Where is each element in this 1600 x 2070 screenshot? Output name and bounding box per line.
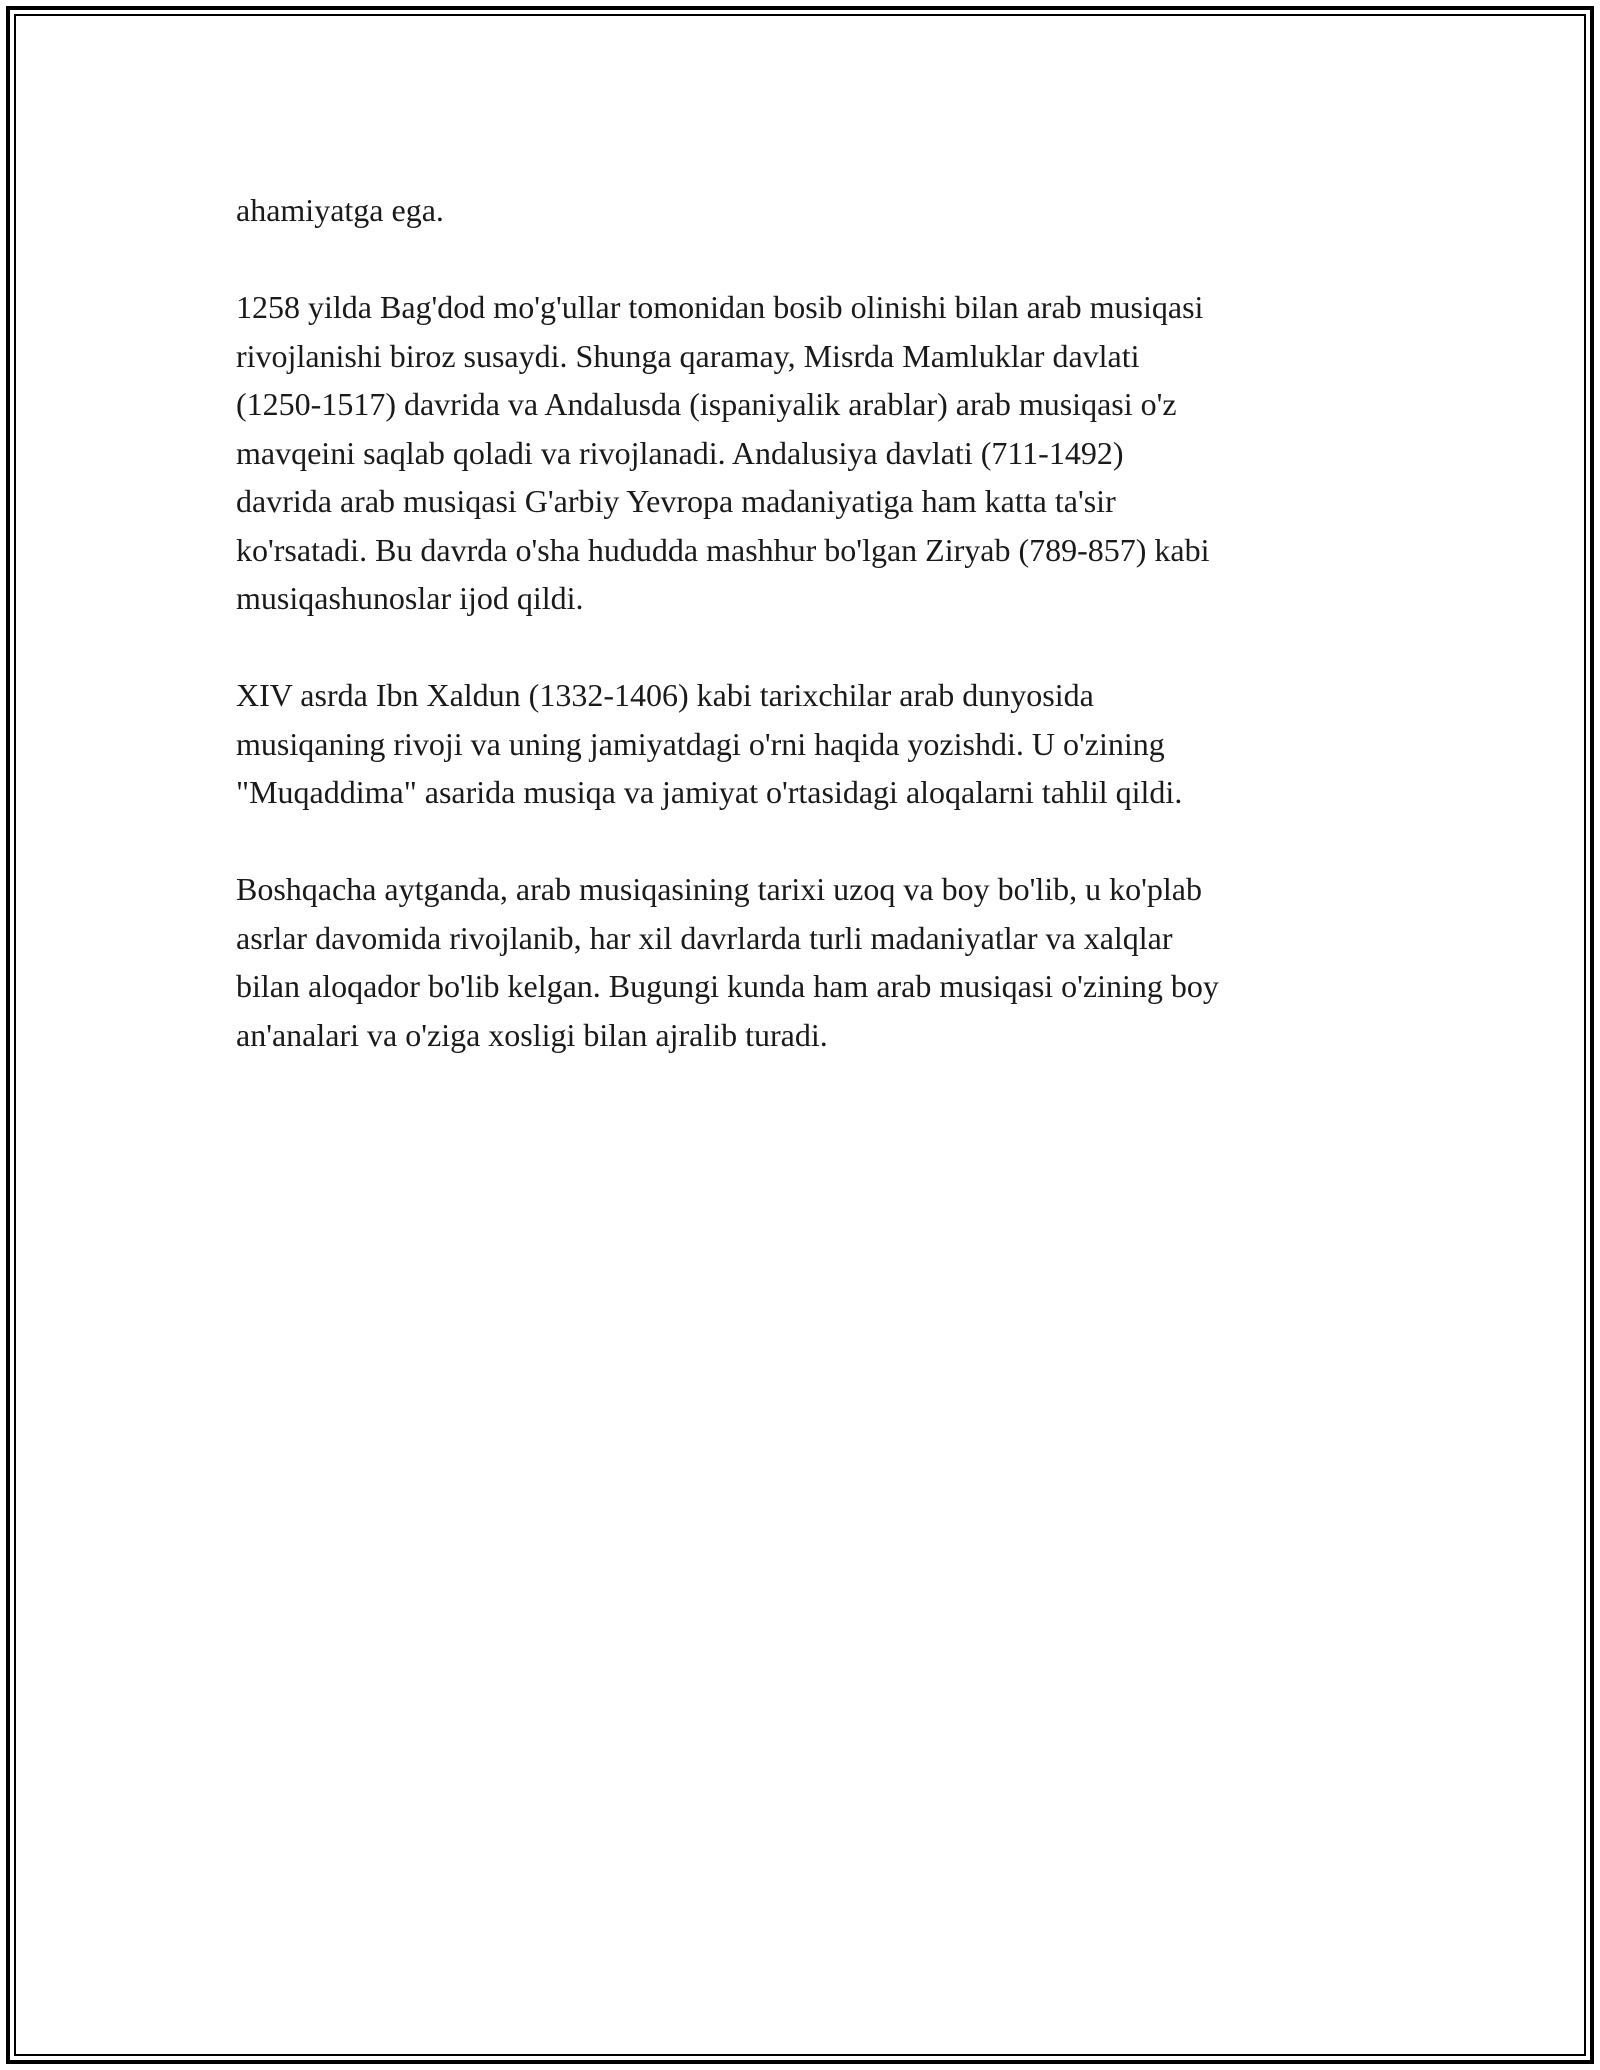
paragraph-4: Boshqacha aytganda, arab musiqasining tarixi uzoq va boy bo'lib, u ko'plab asrlar davomida rivojlanib, har xil davrlarda turli madaniyatlar va xalqlar bilan aloqador bo'lib kelgan. Bugungi kunda ham arab musiqasi o'zining boy an'analari va o'ziga xosligi bilan ajralib turadi. xyxy=(236,871,1219,1053)
paragraph-2: 1258 yilda Bag'dod mo'g'ullar tomonidan bosib olinishi bilan arab musiqasi rivojlanishi biroz susaydi. Shunga qaramay, Misrda Mamluklar davlati (1250-1517) davrida va Andalusda (ispaniyalik arablar) arab musiqasi o'z mavqeini saqlab qoladi va rivojlanadi. Andalusiya davlati (711-1492) davrida arab musiqasi G'arbiy Yevropa madaniyatiga ham katta ta'sir ko'rsatadi. Bu davrda o'sha hududda mashhur bo'lgan Ziryab (789-857) kabi musiqashunoslar ijod qildi. xyxy=(236,289,1210,616)
document-body xyxy=(236,186,1386,1108)
paragraph-3: XIV asrda Ibn Xaldun (1332-1406) kabi tarixchilar arab dunyosida musiqaning rivoji va uning jamiyatdagi o'rni haqida yozishdi. U o'zining "Muqaddima" asarida musiqa va jamiyat o'rtasidagi aloqalarni tahlil qildi. xyxy=(236,677,1183,810)
paragraph-1: ahamiyatga ega. xyxy=(236,192,444,228)
